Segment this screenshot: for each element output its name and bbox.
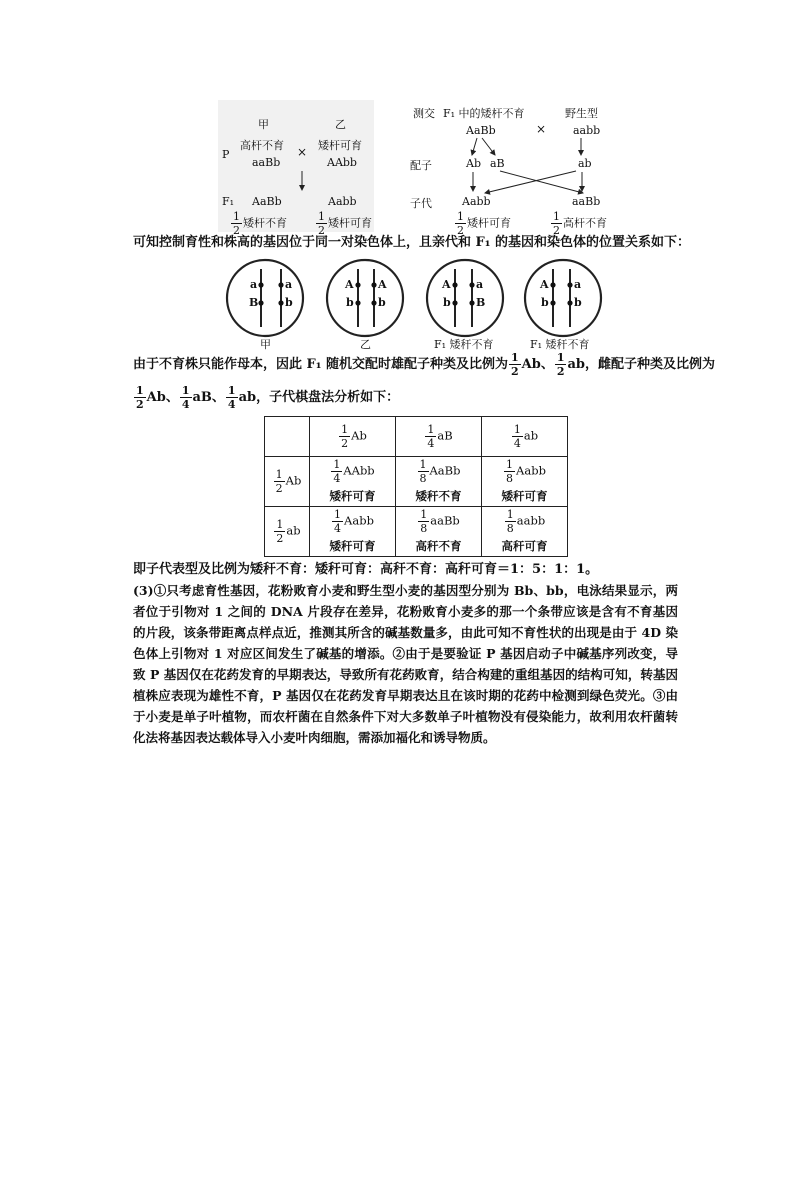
- punnett-row-header: $\frac{1}{2}$ ab: [265, 507, 310, 557]
- cross1-p1-genotype: aaBb: [252, 156, 281, 169]
- cross1-down-arrow: [296, 170, 308, 192]
- punnett-col-header: $\frac{1}{4}$ ab: [482, 417, 568, 457]
- fraction: $\frac{1}{2}$: [341, 423, 349, 450]
- fraction: $\frac{1}{8}$: [506, 458, 514, 485]
- phenotype: 矮秆可育: [329, 489, 376, 503]
- punnett-corner: [265, 417, 310, 457]
- cross1-p1-phenotype: 高杆不育: [240, 139, 284, 152]
- fraction: $\frac{1}{4}$: [181, 384, 190, 411]
- allele-right-top: a: [285, 278, 293, 291]
- paragraph-explanation-3: (3)①只考虑育性基因，花粉败育小麦和野生型小麦的基因型分别为 Bb、bb，电泳结果显示，两者位于引物对 1 之间的 DNA 片段存在差异，花粉败育小麦多的那一个条带应该是含有不育基因的片段，该条带距离点样点近，推测其所含的碱基数量多，由此可知不育性状的出现是由于 4D 染色体上引物对 1 对应区间发生了碱基的增添。②由于是要验证 P 基因启动子中碱基序列改变，导致 P 基因仅在花药发育的早期表达，导致所有花药败育，结合构建的重组基因的结构可知，转基因植株应表现为雄性不育，P 基因仅在花药发育早期表达且在该时期的花药中检测到绿色荧光。③由于小麦是单子叶植物，而农杆菌在自然条件下对大多数单子叶植物没有侵染能力，故利用农杆菌转化法将基因表达载体导入小麦叶肉细胞，需添加福化和诱导物质。: [133, 583, 678, 745]
- chromosome-caption-f1-b: F₁ 矮秆不育: [530, 338, 590, 351]
- allele-right-bottom: b: [378, 296, 386, 309]
- cross2-gamete-label: 配子: [410, 159, 432, 172]
- punnett-cell: $\frac{1}{8}$ aabb 高秆可育: [482, 507, 568, 557]
- chromosome-cell-yi: [324, 257, 406, 339]
- punnett-cell: $\frac{1}{8}$ aaBb 高秆不育: [396, 507, 482, 557]
- allele-right-top: A: [378, 278, 387, 291]
- allele-left-bottom: b: [346, 296, 354, 309]
- fraction: $\frac{1}{2}$: [233, 210, 240, 237]
- punnett-row: [265, 507, 568, 557]
- cross2-arrows: [400, 100, 640, 210]
- arrow-f1-to-gamete1: [472, 138, 477, 155]
- cross2-offspring2-ratio: $\frac{1}{2}$ 高杆不育: [553, 210, 607, 237]
- chromosome-diagrams: [224, 257, 604, 351]
- sentence-chromosome-intro: 可知控制育性和株高的基因位于同一对染色体上，且亲代和 F₁ 的基因和染色体的位置关系如下：: [133, 235, 690, 250]
- cross2-offspring1-genotype: Aabb: [462, 195, 491, 208]
- chromosome-cell-f1-b: [522, 257, 604, 339]
- allele-right-bottom: b: [574, 296, 582, 309]
- cross1-times: ×: [297, 145, 308, 159]
- cross2-f1-label: F₁ 中的矮杆不育: [443, 107, 525, 120]
- fraction: $\frac{1}{2}$: [318, 210, 325, 237]
- cross1-f1b-genotype: Aabb: [328, 195, 357, 208]
- phenotype: 高秆不育: [415, 539, 462, 553]
- punnett-row: [265, 457, 568, 507]
- arrow-wildgamete-to-offspring1: [485, 171, 576, 193]
- punnett-cell: $\frac{1}{8}$ AaBb 矮秆不育: [396, 457, 482, 507]
- allele-left-bottom: b: [541, 296, 549, 309]
- cross2-title: 测交: [413, 107, 435, 120]
- sentence-gametes-line2: $\frac{1}{2}$ Ab、 $\frac{1}{4}$ aB、 $\frac{1}{4}$ ab，子代棋盘法分析如下：: [136, 384, 400, 411]
- cross2-gamete-ab-lower: aB: [490, 157, 505, 170]
- fraction: $\frac{1}{2}$: [136, 384, 144, 411]
- cross2-gamete-ab-upper: Ab: [466, 157, 481, 170]
- chromosome-cell-f1-a: [424, 257, 506, 339]
- arrow-f1-to-gamete2: [482, 138, 495, 155]
- allele-left-bottom: B: [249, 296, 259, 309]
- cross1-f1a-ratio: $\frac{1}{2}$ 矮杆不育: [233, 210, 287, 237]
- chromosome-cell-jia: [224, 257, 306, 339]
- fraction: $\frac{1}{8}$: [419, 458, 427, 485]
- punnett-header-row: [265, 417, 568, 457]
- allele-right-bottom: b: [285, 296, 293, 309]
- cross2-wild-label: 野生型: [565, 107, 598, 120]
- punnett-cell: $\frac{1}{4}$ AAbb 矮秆可育: [310, 457, 396, 507]
- fraction: $\frac{1}{2}$: [275, 468, 283, 495]
- punnett-cell: $\frac{1}{8}$ Aabb 矮秆可育: [482, 457, 568, 507]
- allele-right-bottom: B: [476, 296, 486, 309]
- fraction: $\frac{1}{2}$: [276, 518, 284, 545]
- fraction: $\frac{1}{4}$: [513, 423, 521, 450]
- fraction: $\frac{1}{2}$: [553, 210, 560, 237]
- cross1-f1a-genotype: AaBb: [252, 195, 282, 208]
- punnett-square: [264, 416, 568, 557]
- punnett-col-header: $\frac{1}{4}$ aB: [396, 417, 482, 457]
- chromosome-caption-yi: 乙: [360, 338, 371, 351]
- allele-left-top: A: [345, 278, 354, 291]
- cross2-times: ×: [536, 122, 547, 136]
- arrow-gamete2-to-offspring2: [500, 171, 583, 193]
- allele-left-bottom: b: [443, 296, 451, 309]
- fraction: $\frac{1}{8}$: [506, 508, 514, 535]
- phenotype: 矮秆可育: [329, 539, 376, 553]
- fraction: $\frac{1}{2}$: [556, 351, 565, 378]
- cross2-offspring-label: 子代: [410, 197, 432, 210]
- phenotype: 高秆可育: [501, 539, 548, 553]
- cross1-p2-genotype: AAbb: [327, 156, 357, 169]
- chromosome-caption-jia: 甲: [260, 338, 271, 351]
- sentence-phenotype-ratio: 即子代表型及比例为矮秆不育：矮秆可育：高秆不育：高秆可育＝1：5：1：1。: [133, 562, 599, 577]
- cross1-f1b-ratio: $\frac{1}{2}$ 矮杆可育: [318, 210, 372, 237]
- cross1-p-label: P: [222, 148, 230, 161]
- fraction: $\frac{1}{4}$: [427, 423, 435, 450]
- cross2-offspring1-ratio: $\frac{1}{2}$ 矮杆可育: [457, 210, 511, 237]
- phenotype: 矮秆不育: [415, 489, 462, 503]
- cross1-yi-label: 乙: [335, 118, 346, 131]
- fraction: $\frac{1}{2}$: [510, 351, 519, 378]
- fraction: $\frac{1}{4}$: [334, 508, 342, 535]
- cross2-f1-genotype: AaBb: [466, 124, 496, 137]
- chromosome-caption-f1-a: F₁ 矮秆不育: [434, 338, 494, 351]
- fraction: $\frac{1}{4}$: [333, 458, 341, 485]
- allele-left-top: A: [442, 278, 451, 291]
- allele-right-top: a: [574, 278, 582, 291]
- cross2-wild-genotype: aabb: [573, 124, 601, 137]
- allele-left-top: A: [540, 278, 549, 291]
- cross2-gamete-ab-wild: ab: [578, 157, 592, 170]
- phenotype: 矮秆可育: [501, 489, 548, 503]
- allele-left-top: a: [250, 278, 258, 291]
- punnett-col-header: $\frac{1}{2}$ Ab: [310, 417, 396, 457]
- cross1-jia-label: 甲: [258, 118, 269, 131]
- fraction: $\frac{1}{4}$: [227, 384, 236, 411]
- punnett-row-header: $\frac{1}{2}$ Ab: [265, 457, 310, 507]
- fraction: $\frac{1}{2}$: [457, 210, 464, 237]
- cross1-p2-phenotype: 矮杆可育: [318, 139, 362, 152]
- cross1-f1-label: F₁: [222, 195, 235, 208]
- fraction: $\frac{1}{8}$: [420, 508, 428, 535]
- sentence-gametes-line1: 由于不育株只能作母本，因此 F₁ 随机交配时雄配子种类及比例为 $\frac{1}{2}$ Ab、 $\frac{1}{2}$ ab，雌配子种类及比例为: [133, 351, 715, 378]
- punnett-cell: $\frac{1}{4}$ Aabb 矮秆可育: [310, 507, 396, 557]
- cross2-offspring2-genotype: aaBb: [572, 195, 601, 208]
- allele-right-top: a: [476, 278, 484, 291]
